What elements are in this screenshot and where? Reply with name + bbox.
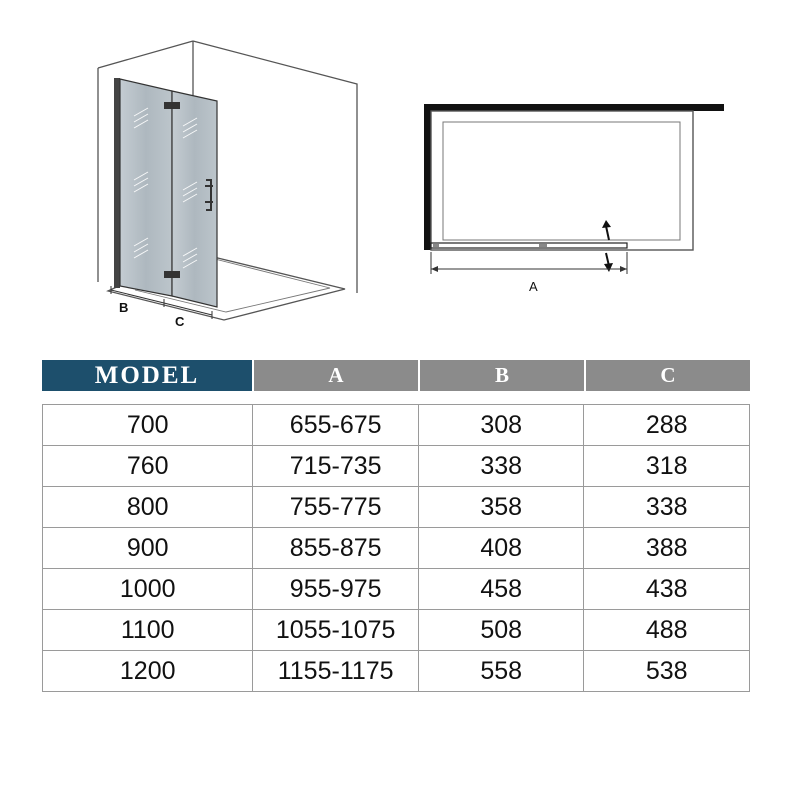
top-view-glass xyxy=(431,243,627,248)
table-row xyxy=(43,569,749,610)
top-view-inner-frame xyxy=(443,122,680,240)
label-c: C xyxy=(175,314,185,329)
dimension-line-a xyxy=(431,252,627,274)
cell-a: 655-675 xyxy=(252,405,418,445)
cell-a: 1055-1075 xyxy=(252,610,418,650)
perspective-view xyxy=(98,41,357,329)
top-view-wall xyxy=(424,104,724,111)
table-row xyxy=(43,610,749,651)
hinge-bottom xyxy=(164,271,180,278)
header-a: A xyxy=(252,360,418,391)
table-row xyxy=(43,446,749,487)
hinge-top xyxy=(164,102,180,109)
cell-model: 1000 xyxy=(119,574,176,603)
cell-c: 388 xyxy=(583,528,749,568)
top-view xyxy=(424,104,724,294)
header-b: B xyxy=(418,360,584,391)
cell-model: 700 xyxy=(126,410,169,439)
table-row xyxy=(43,487,749,528)
top-view-frame xyxy=(431,111,693,250)
cell-c: 288 xyxy=(583,405,749,445)
label-b: B xyxy=(119,300,129,315)
cell-c: 338 xyxy=(583,487,749,527)
cell-c: 318 xyxy=(583,446,749,486)
cell-a: 715-735 xyxy=(252,446,418,486)
cell-model: 1100 xyxy=(120,615,175,644)
glass-panel-fixed xyxy=(120,79,172,296)
cell-b: 508 xyxy=(418,610,584,650)
swing-arrow-up xyxy=(606,226,609,240)
label-a: A xyxy=(529,279,538,294)
cell-a: 955-975 xyxy=(252,569,418,609)
side-view-wall xyxy=(424,104,431,250)
cell-a: 1155-1175 xyxy=(252,651,418,691)
cell-a: 855-875 xyxy=(252,528,418,568)
cell-b: 358 xyxy=(418,487,584,527)
cell-b: 338 xyxy=(418,446,584,486)
table-row xyxy=(43,405,749,446)
wall-profile xyxy=(114,78,120,288)
table-body xyxy=(42,404,750,692)
cell-b: 558 xyxy=(418,651,584,691)
cell-model: 760 xyxy=(126,451,169,480)
cell-b: 458 xyxy=(418,569,584,609)
cell-c: 488 xyxy=(583,610,749,650)
shower-screen-diagram xyxy=(0,0,800,340)
cell-a: 755-775 xyxy=(252,487,418,527)
table-row xyxy=(43,651,749,692)
table-header xyxy=(42,360,750,391)
cell-c: 438 xyxy=(583,569,749,609)
header-model: MODEL xyxy=(42,360,252,391)
header-c: C xyxy=(584,360,750,391)
table-row xyxy=(43,528,749,569)
cell-b: 308 xyxy=(418,405,584,445)
cell-c: 538 xyxy=(583,651,749,691)
cell-model: 800 xyxy=(126,492,169,521)
spec-table xyxy=(42,360,750,692)
cell-model: 900 xyxy=(126,533,169,562)
cell-b: 408 xyxy=(418,528,584,568)
cell-model: 1200 xyxy=(119,656,176,685)
